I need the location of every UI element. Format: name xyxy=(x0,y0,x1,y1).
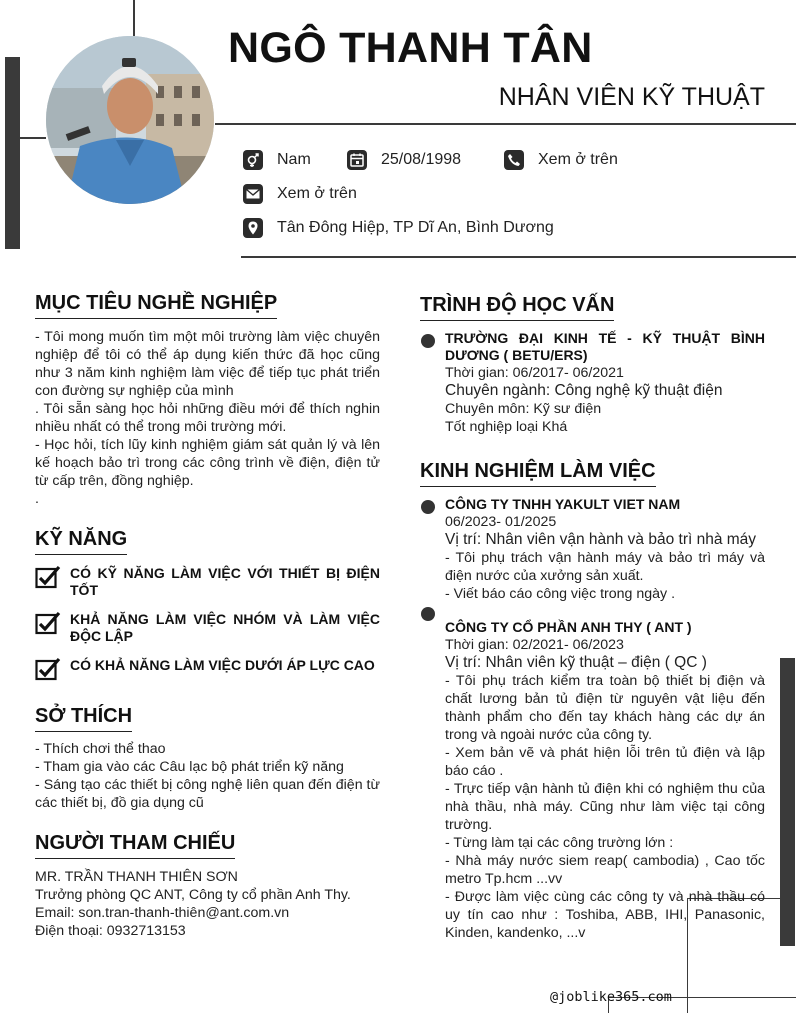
job-detail: - Tôi phụ trách kiểm tra toàn bộ thiết bị điện và chất lương bản tủ điện từ nguyên vật liệu đến thành phẩm cho đến tay khách hàng các dự án trong và ngoài nước của công ty. xyxy=(445,673,765,743)
job-title: NHÂN VIÊN KỸ THUẬT xyxy=(498,83,765,111)
left-horizontal-line xyxy=(20,137,46,139)
phone-row xyxy=(504,150,618,170)
header-divider-line xyxy=(215,123,796,125)
hobbies-title: SỞ THÍCH xyxy=(35,705,132,732)
job-detail: - Nhà máy nước siem reap( cambodia) , Cao tốc metro Tp.hcm ...vv xyxy=(445,853,765,887)
reference-line: Trưởng phòng QC ANT, Công ty cổ phần Anh Thy. xyxy=(35,887,351,903)
references-text xyxy=(35,868,380,940)
left-accent-bar xyxy=(5,57,20,249)
top-vertical-line xyxy=(133,0,135,36)
reference-line: Email: son.tran-thanh-thiên@ant.com.vn xyxy=(35,905,290,921)
job-detail: - Trực tiếp vận hành tủ điện khi có nghiệm thu của nhà thầu, nhà máy. Cũng như làm việc tại công trường. xyxy=(445,781,765,833)
location-icon xyxy=(243,218,263,238)
contact-divider-line xyxy=(241,256,796,258)
job-role: Vị trí: Nhân viên kỹ thuật – điện ( QC ) xyxy=(445,654,707,671)
experience-title: KINH NGHIỆM LÀM VIỆC xyxy=(420,460,656,487)
hobby-line: - Sáng tạo các thiết bị công nghệ liên quan đến điện từ các thiết bị, đồ gia dụng cũ xyxy=(35,777,380,811)
education-time: Thời gian: 06/2017- 06/2021 xyxy=(445,365,624,381)
birthday-row xyxy=(347,150,461,170)
job-detail: - Xem bản vẽ và phát hiện lỗi trên tủ điện và lập báo cáo . xyxy=(445,745,765,779)
candidate-name: NGÔ THANH TÂN xyxy=(228,24,593,72)
timeline-bullet xyxy=(421,334,435,348)
reference-line: MR. TRẦN THANH THIÊN SƠN xyxy=(35,869,238,885)
objective-text xyxy=(35,328,380,508)
skill-item xyxy=(35,565,380,599)
gender-icon xyxy=(243,150,263,170)
gender-value: Nam xyxy=(277,151,311,168)
skills-title: KỸ NĂNG xyxy=(35,528,127,555)
job-role: Vị trí: Nhân viên vận hành và bảo trì nhà máy xyxy=(445,531,757,548)
job-detail: - Được làm việc cùng các công ty và nhà thầu có uy tín cao như : Toshiba, ABB, IHI, Panasonic, Kinden, kandenko, ...v xyxy=(445,889,765,941)
company-name: CÔNG TY CỔ PHẦN ANH THY ( ANT ) xyxy=(445,619,692,635)
phone-icon xyxy=(504,150,524,170)
skill-text: KHẢ NĂNG LÀM VIỆC NHÓM VÀ LÀM VIỆC ĐỘC LẬP xyxy=(70,611,380,644)
job-entry xyxy=(445,496,765,603)
objective-title: MỤC TIÊU NGHỀ NGHIỆP xyxy=(35,292,277,319)
skill-text: CÓ KỸ NĂNG LÀM VIỆC VỚI THIẾT BỊ ĐIỆN TỐT xyxy=(70,565,380,598)
job-detail: - Từng làm tại các công trường lớn : xyxy=(445,835,674,851)
email-row xyxy=(243,184,357,204)
birthday-value: 25/08/1998 xyxy=(381,151,462,168)
skill-item xyxy=(35,657,380,681)
job-detail: - Viết báo cáo công việc trong ngày . xyxy=(445,586,676,602)
education-major: Chuyên ngành: Công nghệ kỹ thuật điện xyxy=(445,382,723,399)
address-value: Tân Đông Hiệp, TP Dĩ An, Bình Dương xyxy=(277,219,554,236)
profile-photo xyxy=(46,36,214,204)
company-name: CÔNG TY TNHH YAKULT VIET NAM xyxy=(445,496,681,512)
education-title: TRÌNH ĐỘ HỌC VẤN xyxy=(420,294,614,321)
skill-item xyxy=(35,611,380,645)
job-entry xyxy=(445,619,765,942)
objective-line: - Tôi mong muốn tìm một môi trường làm việc chuyên nghiệp để tôi có thể áp dụng kiến thức đã học cũng như 3 năm kinh nghiệm làm việc để tiếp tục phát triển con đường sự nghiệp của mình xyxy=(35,329,380,399)
email-icon xyxy=(243,184,263,204)
job-period: Thời gian: 02/2021- 06/2023 xyxy=(445,637,624,653)
checkbox-checked-icon xyxy=(35,565,61,589)
school-name: TRƯỜNG ĐẠI KINH TẾ - KỸ THUẬT BÌNH DƯƠNG ( BETU/ERS) xyxy=(445,330,765,363)
hobby-line: - Thích chơi thể thao xyxy=(35,741,166,757)
address-row xyxy=(243,218,554,238)
skill-text: CÓ KHẢ NĂNG LÀM VIỆC DƯỚI ÁP LỰC CAO xyxy=(70,657,375,673)
references-title: NGƯỜI THAM CHIẾU xyxy=(35,832,235,859)
phone-value: Xem ở trên xyxy=(538,151,618,168)
right-accent-bar xyxy=(780,658,795,946)
hobby-line: - Tham gia vào các Câu lạc bộ phát triển kỹ năng xyxy=(35,759,344,775)
objective-line: . xyxy=(35,491,39,507)
job-period: 06/2023- 01/2025 xyxy=(445,514,557,530)
timeline-bullet xyxy=(421,500,435,514)
hobbies-text xyxy=(35,740,380,812)
education-specialty: Chuyên môn: Kỹ sư điện xyxy=(445,401,602,417)
timeline-bullet xyxy=(421,607,435,621)
checkbox-checked-icon xyxy=(35,657,61,681)
email-value: Xem ở trên xyxy=(277,185,357,202)
education-grade: Tốt nghiệp loại Khá xyxy=(445,419,568,435)
checkbox-checked-icon xyxy=(35,611,61,635)
job-detail: - Tôi phụ trách vận hành máy và bảo trì máy và điện nước của xưởng sản xuất. xyxy=(445,550,765,584)
education-entry xyxy=(445,330,765,436)
objective-line: - Học hỏi, tích lũy kinh nghiệm giám sát quản lý và lên kế hoạch bảo trì trong các công trình về điện, điện tử từ cấp trên, đồng nghiệp. xyxy=(35,437,380,489)
site-watermark: @joblike365.com xyxy=(550,989,672,1005)
gender-row xyxy=(243,150,311,170)
objective-line: . Tôi sẵn sàng học hỏi những điều mới để thích nghin nhiều nhất có thể trong môi trường mới. xyxy=(35,401,380,435)
reference-line: Điện thoại: 0932713153 xyxy=(35,923,186,939)
calendar-icon xyxy=(347,150,367,170)
